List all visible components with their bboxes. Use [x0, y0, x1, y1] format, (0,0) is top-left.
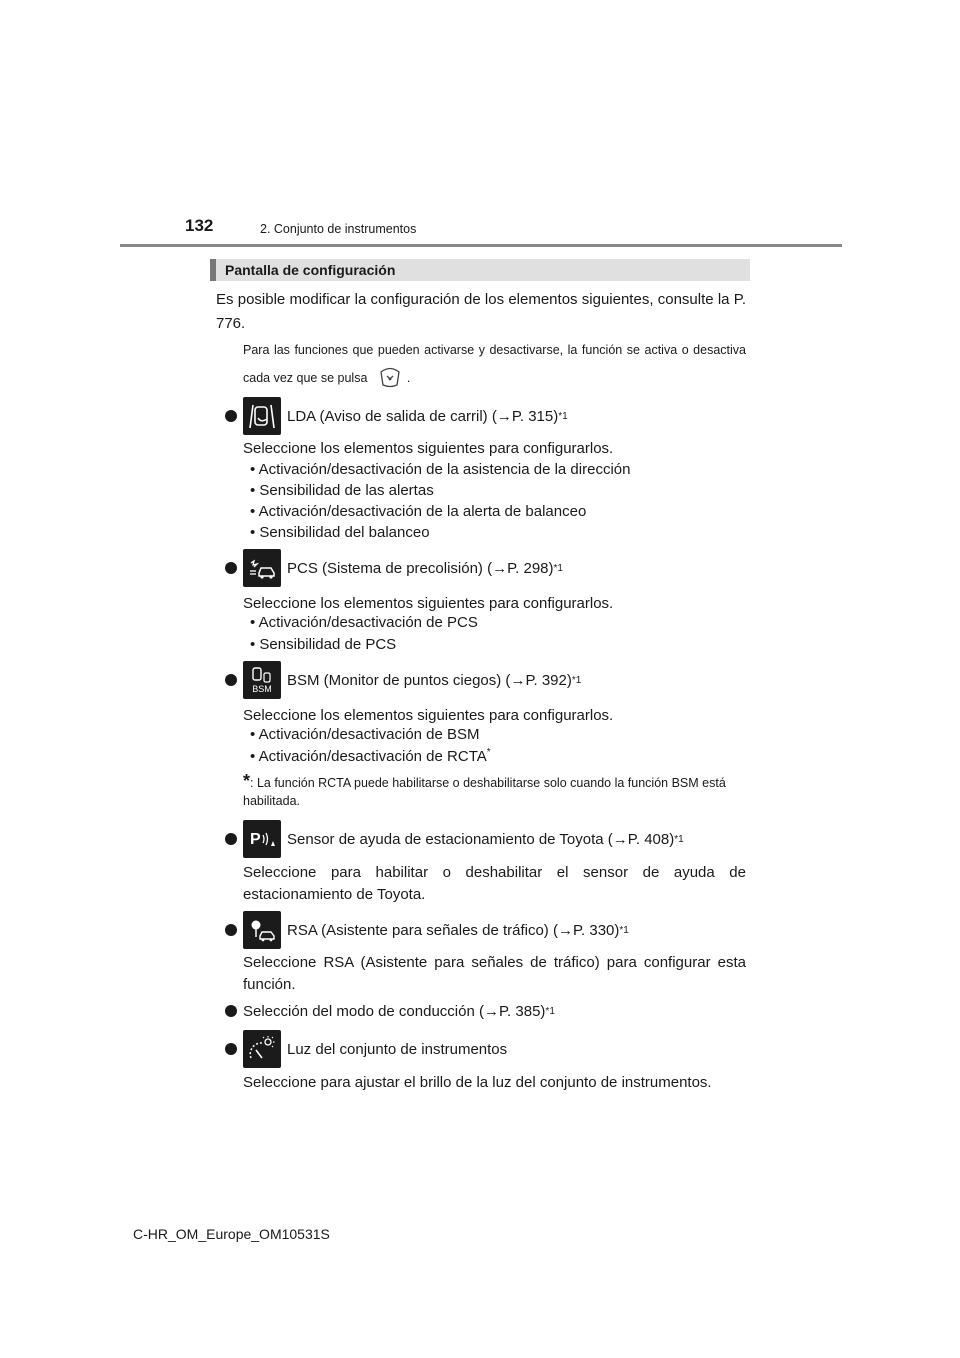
- item-title: BSM (Monitor de puntos ciegos) (: [287, 671, 511, 689]
- item-description: Seleccione para habilitar o deshabilitar el sensor de ayuda de estacionamiento de Toyota.: [243, 864, 746, 903]
- section-heading-bar: [210, 259, 750, 281]
- note-paragraph: [243, 336, 746, 392]
- settings-item-lda: [225, 397, 568, 435]
- bullet-icon: [225, 1043, 237, 1055]
- settings-item-pcs: [225, 549, 563, 587]
- footnote-ref: *1: [619, 924, 629, 936]
- svg-text:P: P: [250, 831, 261, 848]
- item-title: RSA (Asistente para señales de tráfico) (: [287, 921, 558, 939]
- lda-lane-departure-icon: [243, 397, 281, 435]
- footnote-ref: *1: [674, 833, 684, 845]
- page-reference: P. 392): [525, 671, 572, 689]
- bullet-icon: [225, 674, 237, 686]
- sub-item: • Sensibilidad de PCS: [250, 636, 397, 653]
- footnote-mark: *: [243, 771, 251, 791]
- bsm-icon-label: BSM: [252, 684, 272, 694]
- sub-item: • Activación/desactivación de PCS: [250, 614, 478, 631]
- note-text-end: .: [406, 371, 411, 385]
- sub-item: • Activación/desactivación de BSM: [250, 726, 480, 743]
- page-reference: P. 315): [511, 407, 559, 425]
- bullet-icon: [225, 410, 237, 422]
- bullet-icon: [225, 924, 237, 936]
- note-text: Para las funciones que pueden activarse y desactivarse, la función se activa o desactiva cada vez que se pulsa: [243, 343, 746, 385]
- section-title: Pantalla de configuración: [225, 262, 396, 278]
- footnote: [243, 772, 746, 810]
- arrow-icon: →: [483, 1002, 499, 1020]
- pcs-pre-collision-icon: [243, 549, 281, 587]
- footnote-ref: *1: [558, 410, 568, 422]
- parking-assist-sensor-icon: [243, 820, 281, 858]
- bsm-blind-spot-icon: [243, 661, 281, 699]
- sub-item: • Activación/desactivación de la asistencia de la dirección: [250, 461, 631, 478]
- settings-item-drive-mode: [225, 992, 555, 1030]
- arrow-icon: →: [557, 921, 573, 939]
- intro-paragraph: Es posible modificar la configuración de los elementos siguientes, consulte la P. 776.: [216, 291, 746, 332]
- arrow-icon: →: [510, 671, 526, 689]
- arrow-icon: →: [496, 407, 512, 425]
- page-reference: P. 330): [572, 921, 620, 939]
- footnote-ref: *1: [545, 1005, 555, 1017]
- page-reference: P. 408): [627, 830, 675, 848]
- item-description: Seleccione para ajustar el brillo de la luz del conjunto de instrumentos.: [243, 1074, 712, 1091]
- arrow-icon: →: [492, 559, 508, 577]
- page-number: 132: [185, 216, 214, 235]
- steering-switch-button-icon: [377, 363, 403, 389]
- header-divider: [120, 244, 842, 247]
- settings-item-meter-brightness: [225, 1030, 507, 1068]
- sub-item: • Sensibilidad del balanceo: [250, 524, 430, 541]
- arrow-icon: →: [612, 830, 628, 848]
- sub-item: • Sensibilidad de las alertas: [250, 482, 434, 499]
- sub-item: [250, 747, 491, 765]
- document-code: C-HR_OM_Europe_OM10531S: [133, 1226, 330, 1242]
- bullet-icon: [225, 562, 237, 574]
- sub-item: • Activación/desactivación de la alerta de balanceo: [250, 503, 587, 520]
- footnote-ref: *1: [553, 562, 563, 574]
- meter-brightness-icon: [243, 1030, 281, 1068]
- item-title: PCS (Sistema de precolisión) (: [287, 559, 493, 577]
- item-description: Seleccione RSA (Asistente para señales de tráfico) para configurar esta función.: [243, 954, 746, 993]
- item-title: Sensor de ayuda de estacionamiento de Toyota (: [287, 830, 613, 848]
- item-description: Seleccione los elementos siguientes para configurarlos.: [243, 595, 614, 612]
- item-title: Selección del modo de conducción (: [243, 1002, 484, 1020]
- chapter-title: 2. Conjunto de instrumentos: [260, 222, 417, 236]
- item-title: Luz del conjunto de instrumentos: [287, 1040, 508, 1058]
- footnote-ref: *: [486, 747, 491, 758]
- settings-item-bsm: [225, 661, 581, 699]
- item-description: Seleccione los elementos siguientes para configurarlos.: [243, 440, 614, 457]
- page-reference: P. 298): [507, 559, 554, 577]
- sub-item-text: • Activación/desactivación de RCTA: [250, 748, 487, 765]
- bullet-icon: [225, 833, 237, 845]
- rsa-road-sign-icon: [243, 911, 281, 949]
- settings-item-rsa: [225, 911, 629, 949]
- page-reference: P. 385): [498, 1002, 546, 1020]
- footnote-ref: *1: [571, 674, 582, 686]
- settings-item-parking-sensor: [225, 820, 684, 858]
- bullet-icon: [225, 1005, 237, 1017]
- item-description: Seleccione los elementos siguientes para configurarlos.: [243, 707, 614, 724]
- footnote-text: : La función RCTA puede habilitarse o deshabilitarse solo cuando la función BSM está habilitada.: [243, 776, 726, 808]
- item-title: LDA (Aviso de salida de carril) (: [287, 407, 497, 425]
